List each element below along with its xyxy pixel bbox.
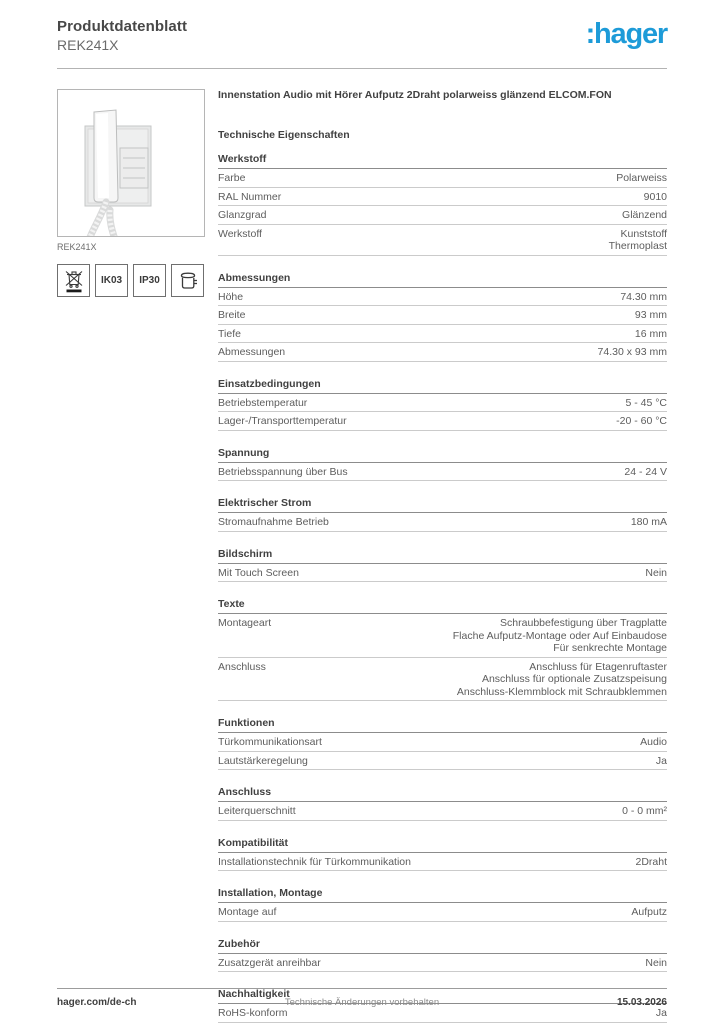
spec-value [609,227,667,253]
spec-label: RoHS-konform [218,1007,288,1019]
spec-row [218,325,667,344]
spec-value [622,208,667,222]
spec-row [218,188,667,207]
spec-value [656,754,667,768]
spec-row [218,564,667,583]
spec-label: Türkommunikationsart [218,736,322,748]
spec-label: Betriebstemperatur [218,396,308,409]
certification-badges [57,264,205,297]
spec-value-line: Für senkrechte Montage [553,642,667,654]
spec-value [631,515,667,529]
spec-value-line: 0 - 0 mm² [622,805,667,817]
spec-value-line: Audio [640,736,667,748]
spec-label: Breite [218,309,246,321]
spec-value-line: 93 mm [634,309,667,321]
spec-section [218,447,667,482]
section-title: Nachhaltigkeit [218,988,667,1004]
spec-label: Zusatzgerät anreihbar [218,956,321,969]
spec-value [631,905,667,919]
weee-icon [62,267,86,294]
badge-door-phone-icon [171,264,204,297]
spec-label: Anschluss [218,660,266,673]
footer-disclaimer: Technische Änderungen vorbehalten [284,997,440,1008]
section-title: Werkstoff [218,153,667,169]
spec-value-line: Polarweiss [616,172,667,184]
spec-value [624,465,667,479]
section-title: Kompatibilität [218,837,667,853]
spec-section [218,717,667,770]
spec-section [218,272,667,362]
header-divider [57,68,667,69]
footer-date: 15.03.2026 [616,997,667,1008]
spec-value-line: 2Draht [635,855,667,868]
spec-value-line: Anschluss für Etagenruftaster [529,660,667,673]
spec-value [635,327,667,341]
footer-website: hager.com/de-ch [57,997,137,1008]
badge-label: IP30 [139,275,160,286]
spec-section [218,378,667,431]
product-image [57,89,205,237]
spec-value-line: Kunststoff [620,227,667,240]
spec-section [218,938,667,973]
spec-row [218,412,667,431]
spec-value [645,956,667,970]
spec-label: Betriebsspannung über Bus [218,465,348,478]
spec-section [218,153,667,256]
section-title: Elektrischer Strom [218,497,667,513]
spec-section [218,786,667,821]
spec-value [598,345,667,359]
spec-value [457,660,667,699]
spec-label: Werkstoff [218,227,262,240]
product-code: REK241X [57,37,119,53]
product-column [57,89,205,1023]
section-title: Texte [218,598,667,614]
spec-row [218,954,667,973]
section-title: Zubehör [218,938,667,954]
spec-section [218,598,667,701]
spec-value [635,855,667,869]
spec-row [218,394,667,413]
spec-label: Lautstärkeregelung [218,754,308,767]
spec-value [640,735,667,749]
spec-value-line: Anschluss für optionale Zusatzspeisung [481,673,667,685]
spec-value [616,414,667,428]
badge-ip30 [133,264,166,297]
spec-row [218,463,667,482]
spec-row [218,206,667,225]
spec-row [218,853,667,872]
spec-value [622,804,667,818]
spec-row [218,225,667,256]
spec-row [218,288,667,307]
header-titles [57,18,667,53]
product-image-caption: REK241X [57,242,97,252]
spec-value-line: 74.30 x 93 mm [597,346,667,358]
spec-row [218,903,667,922]
spec-value-line: 5 - 45 °C [625,396,667,409]
product-description: Innenstation Audio mit Hörer Aufputz 2Draht polarweiss glänzend ELCOM.FON [218,89,612,101]
spec-sections [218,153,667,1023]
spec-value [644,190,667,204]
spec-value-line: Glänzend [622,209,667,221]
spec-row [218,169,667,188]
spec-value [625,396,667,410]
spec-label: Lager-/Transporttemperatur [218,415,347,427]
footer-divider [57,988,667,989]
spec-value-line: -20 - 60 °C [616,415,667,427]
badge-label: IK03 [100,275,123,286]
spec-label: Stromaufnahme Betrieb [218,516,329,528]
section-title: Abmessungen [218,272,667,288]
section-title: Anschluss [218,786,667,802]
spec-value-line: Ja [655,1007,667,1019]
spec-label: Abmessungen [218,346,286,358]
spec-label: Farbe [218,172,246,184]
spec-value-line: 16 mm [634,327,667,340]
badge-weee-icon [57,264,90,297]
spec-value [616,171,667,185]
spec-row [218,802,667,821]
spec-label: Installationstechnik für Türkommunikation [218,855,411,868]
spec-row [218,733,667,752]
spec-value [645,566,667,580]
door-phone-icon [176,269,200,293]
spec-value-line: 24 - 24 V [624,465,667,478]
document-title: Produktdatenblatt [57,18,188,35]
spec-value-line: Anschluss-Klemmblock mit Schraubklemmen [456,685,667,698]
spec-row [218,614,667,658]
spec-value [453,616,667,655]
section-title: Installation, Montage [218,887,667,903]
spec-row [218,343,667,362]
spec-row [218,306,667,325]
spec-section [218,548,667,583]
spec-value-line: 74.30 mm [620,290,667,303]
spec-section [218,497,667,532]
hager-logo: :hager [585,18,667,50]
spec-value-line: 180 mA [630,516,667,528]
spec-value-line: Schraubbefestigung über Tragplatte [500,617,667,629]
spec-label: Tiefe [218,327,241,340]
spec-value-line: 9010 [643,190,667,203]
spec-value-line: Thermoplast [608,240,667,252]
spec-label: Montage auf [218,906,277,918]
section-title: Spannung [218,447,667,463]
spec-section [218,887,667,922]
spec-label: RAL Nummer [218,190,282,203]
section-title: Einsatzbedingungen [218,378,667,394]
spec-value-line: Flache Aufputz-Montage oder Auf Einbaudose [452,629,667,642]
page-footer [57,997,667,1011]
spec-label: Höhe [218,290,244,303]
section-title: Bildschirm [218,548,667,564]
spec-value-line: Nein [645,956,667,969]
spec-section [218,837,667,872]
specs-column [218,89,667,1023]
spec-value [635,308,667,322]
spec-label: Montageart [218,617,272,629]
spec-label: Glanzgrad [218,209,267,221]
badge-ik03 [95,264,128,297]
spec-row [218,658,667,702]
specs-heading: Technische Eigenschaften [218,129,350,141]
page-header [57,18,667,53]
spec-label: Leiterquerschnitt [218,805,296,817]
spec-row [218,513,667,532]
intercom-illustration [58,90,204,236]
main-content [57,89,667,1023]
spec-value-line: Aufputz [631,906,667,918]
section-title: Funktionen [218,717,667,733]
spec-row [218,752,667,771]
spec-label: Mit Touch Screen [218,566,299,579]
spec-value-line: Ja [655,754,667,767]
spec-value-line: Nein [645,566,667,579]
spec-value [620,290,667,304]
